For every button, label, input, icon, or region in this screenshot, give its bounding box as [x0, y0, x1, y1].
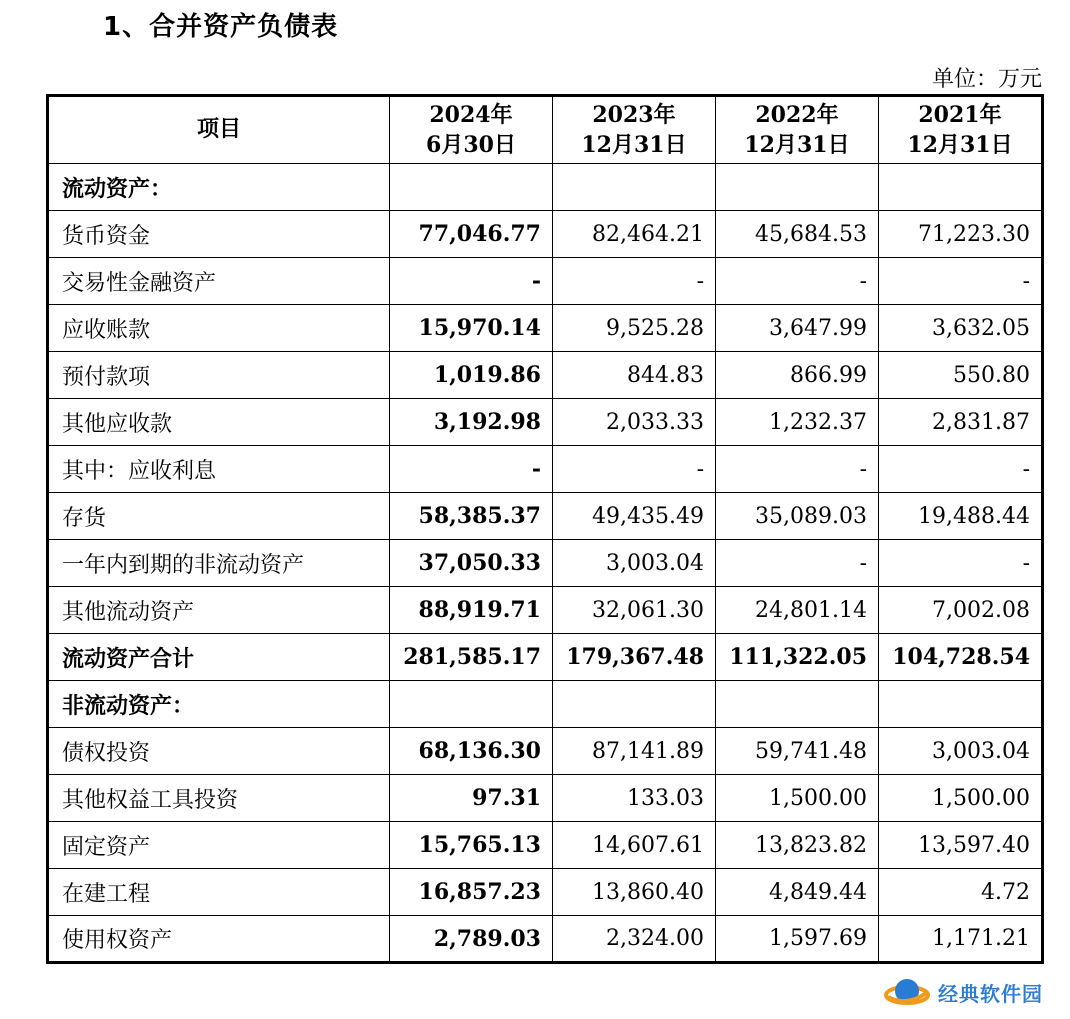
column-header-year: 2023年	[592, 102, 676, 128]
cell-value: 97.31	[390, 775, 553, 822]
cell-value: 77,046.77	[390, 211, 553, 258]
row-label: 使用权资产	[48, 916, 390, 963]
cell-value: 68,136.30	[390, 728, 553, 775]
cell-value: 3,647.99	[716, 305, 879, 352]
cell-value: 4.72	[879, 869, 1043, 916]
watermark	[870, 966, 1070, 1019]
cell-value: 179,367.48	[553, 634, 716, 681]
subtotal-row	[48, 634, 1043, 681]
table-row	[48, 916, 1043, 963]
column-header-item: 项目	[48, 96, 390, 164]
row-label: 一年内到期的非流动资产	[48, 540, 390, 587]
row-label: 货币资金	[48, 211, 390, 258]
section-header-row	[48, 164, 1043, 211]
cell-value: 2,789.03	[390, 916, 553, 963]
row-label: 其中：应收利息	[48, 446, 390, 493]
table-body	[48, 164, 1043, 963]
row-label: 其他流动资产	[48, 587, 390, 634]
cell-value: -	[716, 446, 879, 493]
cell-value: 13,823.82	[716, 822, 879, 869]
cell-value: 88,919.71	[390, 587, 553, 634]
cell-value	[716, 164, 879, 211]
cell-value: 1,500.00	[716, 775, 879, 822]
cell-value: 104,728.54	[879, 634, 1043, 681]
column-header-2021-12-31	[879, 96, 1043, 164]
cell-value: 87,141.89	[553, 728, 716, 775]
cell-value: 14,607.61	[553, 822, 716, 869]
column-header-date: 6月30日	[426, 132, 516, 158]
table-row	[48, 399, 1043, 446]
column-header-2023-12-31	[553, 96, 716, 164]
cell-value: 2,831.87	[879, 399, 1043, 446]
column-header-date: 12月31日	[744, 132, 850, 158]
cell-value	[390, 164, 553, 211]
cell-value: 13,860.40	[553, 869, 716, 916]
table-row	[48, 258, 1043, 305]
row-label: 非流动资产：	[48, 681, 390, 728]
cell-value: 15,970.14	[390, 305, 553, 352]
cell-value: 1,019.86	[390, 352, 553, 399]
cell-value: 111,322.05	[716, 634, 879, 681]
cell-value: -	[390, 446, 553, 493]
cell-value: 24,801.14	[716, 587, 879, 634]
cell-value: -	[553, 446, 716, 493]
cell-value: -	[879, 540, 1043, 587]
column-header-date: 12月31日	[581, 132, 687, 158]
cell-value: 1,597.69	[716, 916, 879, 963]
cell-value: 7,002.08	[879, 587, 1043, 634]
column-header-2024-06-30	[390, 96, 553, 164]
table-header-row	[48, 96, 1043, 164]
cell-value: 3,003.04	[553, 540, 716, 587]
cell-value	[553, 681, 716, 728]
cell-value	[390, 681, 553, 728]
watermark-text: 经典软件园	[938, 982, 1043, 1006]
row-label: 流动资产合计	[48, 634, 390, 681]
table-row	[48, 352, 1043, 399]
cell-value: 2,324.00	[553, 916, 716, 963]
row-label: 债权投资	[48, 728, 390, 775]
cell-value: 3,192.98	[390, 399, 553, 446]
row-label: 存货	[48, 493, 390, 540]
cell-value: 1,500.00	[879, 775, 1043, 822]
cell-value: 550.80	[879, 352, 1043, 399]
cell-value	[879, 164, 1043, 211]
row-label: 流动资产：	[48, 164, 390, 211]
cell-value: 281,585.17	[390, 634, 553, 681]
column-header-2022-12-31	[716, 96, 879, 164]
cell-value: -	[879, 258, 1043, 305]
cell-value: 49,435.49	[553, 493, 716, 540]
cell-value: 82,464.21	[553, 211, 716, 258]
cell-value: 844.83	[553, 352, 716, 399]
cell-value: 19,488.44	[879, 493, 1043, 540]
cell-value: 58,385.37	[390, 493, 553, 540]
cell-value: 32,061.30	[553, 587, 716, 634]
row-label: 其他应收款	[48, 399, 390, 446]
cell-value: -	[716, 258, 879, 305]
section-title: 1、合并资产负债表	[103, 12, 339, 42]
row-label: 预付款项	[48, 352, 390, 399]
cell-value: -	[390, 258, 553, 305]
cell-value: 9,525.28	[553, 305, 716, 352]
table-row	[48, 869, 1043, 916]
row-label: 固定资产	[48, 822, 390, 869]
unit-note: 单位：万元	[931, 67, 1042, 92]
table-row	[48, 822, 1043, 869]
table-row	[48, 446, 1043, 493]
column-header-date: 12月31日	[907, 132, 1013, 158]
table-row	[48, 587, 1043, 634]
cell-value: -	[553, 258, 716, 305]
table-row	[48, 305, 1043, 352]
cell-value: 35,089.03	[716, 493, 879, 540]
planet-logo-icon	[884, 973, 930, 1013]
column-header-year: 2022年	[755, 102, 839, 128]
cell-value	[879, 681, 1043, 728]
row-label: 交易性金融资产	[48, 258, 390, 305]
cell-value: 59,741.48	[716, 728, 879, 775]
cell-value: 16,857.23	[390, 869, 553, 916]
column-header-year: 2021年	[918, 102, 1002, 128]
balance-sheet-table	[46, 94, 1044, 964]
cell-value: 4,849.44	[716, 869, 879, 916]
table-row	[48, 211, 1043, 258]
row-label: 其他权益工具投资	[48, 775, 390, 822]
cell-value: 71,223.30	[879, 211, 1043, 258]
cell-value: 13,597.40	[879, 822, 1043, 869]
cell-value: -	[879, 446, 1043, 493]
cell-value: 15,765.13	[390, 822, 553, 869]
cell-value: 2,033.33	[553, 399, 716, 446]
row-label: 应收账款	[48, 305, 390, 352]
cell-value	[553, 164, 716, 211]
cell-value: 133.03	[553, 775, 716, 822]
row-label: 在建工程	[48, 869, 390, 916]
column-header-year: 2024年	[429, 102, 513, 128]
section-header-row	[48, 681, 1043, 728]
cell-value: 45,684.53	[716, 211, 879, 258]
cell-value: 1,171.21	[879, 916, 1043, 963]
cell-value	[716, 681, 879, 728]
table-row	[48, 775, 1043, 822]
cell-value: 866.99	[716, 352, 879, 399]
table-row	[48, 493, 1043, 540]
cell-value: 1,232.37	[716, 399, 879, 446]
table-row	[48, 728, 1043, 775]
cell-value: 3,003.04	[879, 728, 1043, 775]
cell-value: 37,050.33	[390, 540, 553, 587]
cell-value: -	[716, 540, 879, 587]
cell-value: 3,632.05	[879, 305, 1043, 352]
table-row	[48, 540, 1043, 587]
